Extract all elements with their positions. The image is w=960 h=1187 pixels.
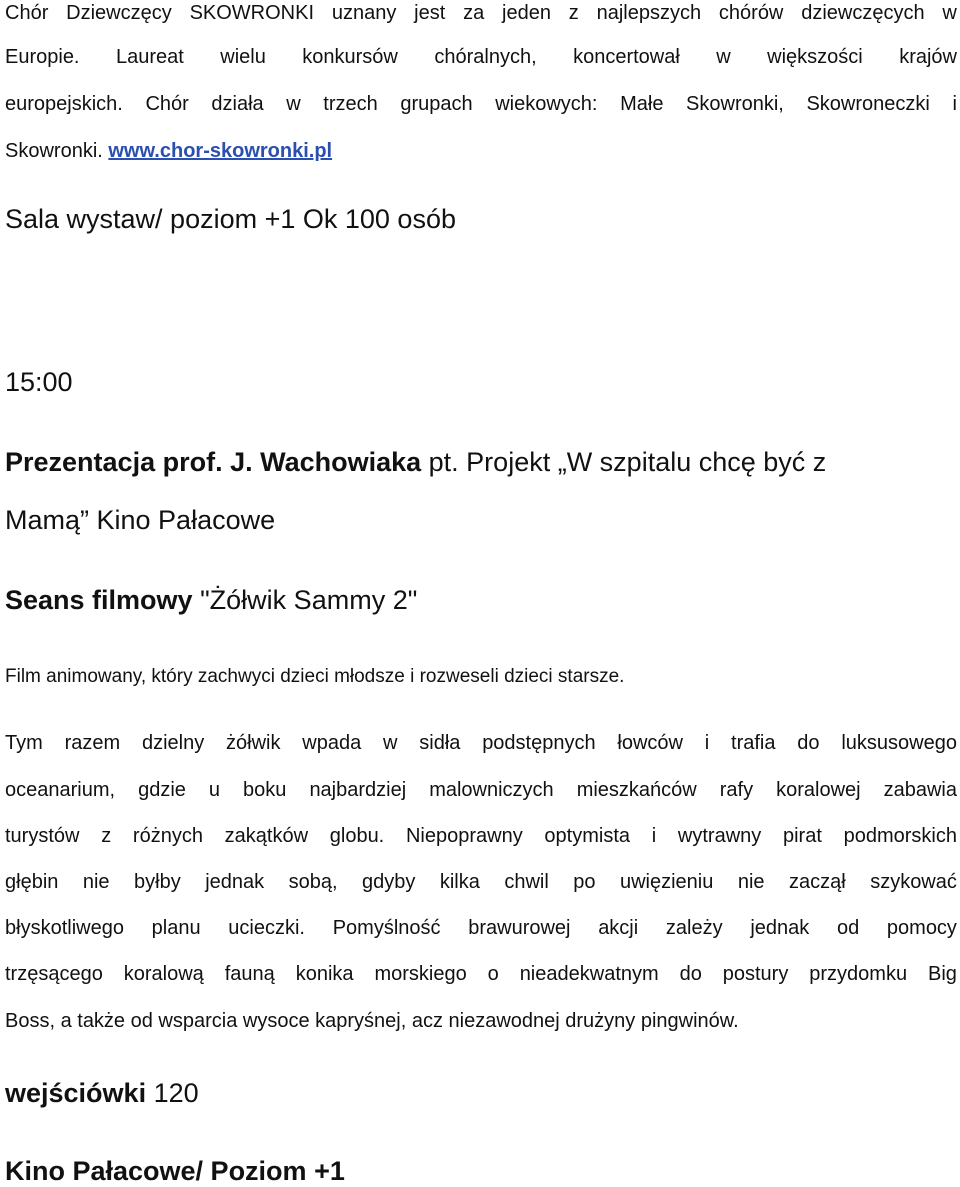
description-line-5: [5, 917, 957, 940]
word: mieszkańców: [576, 779, 697, 801]
word: koncertował: [573, 46, 680, 68]
word: przydomku: [809, 963, 908, 985]
word: i: [704, 732, 710, 754]
word: łowców: [617, 732, 683, 754]
word: uwięzieniu: [619, 871, 714, 893]
word: gdyby: [362, 871, 416, 893]
word: akcji: [598, 917, 639, 939]
tickets-count: 120: [153, 1078, 199, 1108]
word: pirat: [782, 825, 822, 847]
word: Chór: [5, 2, 49, 24]
word: Dziewczęcy: [66, 2, 172, 24]
word: chórów: [718, 2, 784, 24]
word: trzęsącego: [5, 963, 103, 985]
word: wielu: [220, 46, 266, 68]
word: fauną: [224, 963, 275, 985]
presentation-line-1: [5, 447, 826, 478]
word: dzielny: [141, 732, 205, 754]
word: byłby: [134, 871, 181, 893]
word: u: [208, 779, 221, 801]
word: różnych: [132, 825, 203, 847]
word: większości: [767, 46, 863, 68]
word: jest: [414, 2, 446, 24]
screening-heading: [5, 585, 417, 616]
description-line-1: [5, 732, 957, 755]
word: sobą,: [288, 871, 338, 893]
intro-line-3: [5, 93, 957, 116]
word: pomocy: [886, 917, 957, 939]
word: wiekowych:: [495, 93, 598, 115]
word: grupach: [400, 93, 473, 115]
word: do: [797, 732, 820, 754]
film-tagline: Film animowany, który zachwyci dzieci młodsze i rozweseli dzieci starsze.: [5, 666, 625, 687]
word: koralowej: [776, 779, 861, 801]
word: turystów: [5, 825, 80, 847]
word: nie: [82, 871, 110, 893]
word: morskiego: [374, 963, 467, 985]
word: brawurowej: [468, 917, 571, 939]
description-line-7: Boss, a także od wsparcia wysoce kapryśnej, acz niezawodnej drużyny pingwinów.: [5, 1010, 739, 1032]
word: SKOWRONKI: [189, 2, 315, 24]
word: zależy: [665, 917, 723, 939]
word: gdzie: [138, 779, 186, 801]
word: ucieczki.: [228, 917, 305, 939]
word: i: [651, 825, 657, 847]
word: boku: [243, 779, 287, 801]
presentation-project: pt. Projekt „W szpitalu chcę być z: [428, 447, 827, 477]
word: trzech: [323, 93, 378, 115]
word: za: [463, 2, 485, 24]
chor-website-link[interactable]: www.chor-skowronki.pl: [108, 140, 333, 162]
word: sidła: [419, 732, 461, 754]
word: Niepoprawny: [405, 825, 523, 847]
word: krajów: [899, 46, 957, 68]
venue-exhibition-hall: Sala wystaw/ poziom +1 Ok 100 osób: [5, 204, 456, 234]
event-time: 15:00: [5, 367, 73, 397]
word: z: [568, 2, 579, 24]
word: jeden: [502, 2, 551, 24]
word: błyskotliwego: [5, 917, 124, 939]
word: nieadekwatnym: [519, 963, 659, 985]
word: najbardziej: [309, 779, 407, 801]
word: oceanarium,: [5, 779, 116, 801]
word: Pomyślność: [332, 917, 441, 939]
screening-label: Seans filmowy: [5, 585, 193, 615]
word: uznany: [331, 2, 397, 24]
word: w: [942, 2, 957, 24]
word: w: [716, 46, 731, 68]
word: konika: [295, 963, 354, 985]
description-line-4: [5, 871, 957, 894]
word: jednak: [205, 871, 265, 893]
presentation-line-2: Mamą” Kino Pałacowe: [5, 505, 276, 535]
description-line-3: [5, 825, 957, 848]
word: zaczął: [789, 871, 846, 893]
word: zakątków: [224, 825, 309, 847]
screening-film-title: "Żółwik Sammy 2": [200, 585, 418, 615]
word: od: [836, 917, 860, 939]
word: do: [679, 963, 702, 985]
word: chóralnych,: [434, 46, 537, 68]
word: optymista: [544, 825, 631, 847]
word: chwil: [504, 871, 549, 893]
word: zabawia: [883, 779, 957, 801]
word: malowniczych: [429, 779, 554, 801]
word: jednak: [750, 917, 810, 939]
word: nie: [737, 871, 765, 893]
word: Chór: [145, 93, 189, 115]
word: Małe: [620, 93, 664, 115]
word: postury: [722, 963, 789, 985]
word: Skowronki,: [686, 93, 784, 115]
description-line-2: [5, 779, 957, 802]
word: Big: [928, 963, 957, 985]
word: szykować: [870, 871, 957, 893]
word: dziewczęcych: [801, 2, 925, 24]
intro-line-1: [5, 2, 957, 25]
word: w: [286, 93, 301, 115]
word: i: [952, 93, 957, 115]
word: konkursów: [302, 46, 398, 68]
word: koralową: [123, 963, 204, 985]
presentation-title: Prezentacja prof. J. Wachowiaka: [5, 447, 422, 477]
word: z: [101, 825, 112, 847]
word: o: [487, 963, 499, 985]
intro-line-2: [5, 46, 957, 69]
word: wpada: [302, 732, 362, 754]
description-line-6: [5, 963, 957, 986]
word: najlepszych: [596, 2, 702, 24]
word: luksusowego: [841, 732, 957, 754]
word: europejskich.: [5, 93, 123, 115]
word: głębin: [5, 871, 59, 893]
word: działa: [211, 93, 264, 115]
word: Laureat: [115, 46, 184, 68]
word: Skowroneczki: [806, 93, 930, 115]
word: w: [383, 732, 398, 754]
word: po: [573, 871, 596, 893]
word: rafy: [719, 779, 754, 801]
word: wytrawny: [677, 825, 762, 847]
word: żółwik: [226, 732, 281, 754]
venue-cinema: Kino Pałacowe/ Poziom +1: [5, 1156, 345, 1186]
word: Tym: [5, 732, 43, 754]
word: Europie.: [5, 46, 80, 68]
tickets-label: wejściówki: [5, 1078, 147, 1108]
word: kilka: [439, 871, 480, 893]
tickets-info: [5, 1078, 199, 1109]
intro-line-4-text: Skowronki.: [5, 140, 103, 162]
intro-line-4: [5, 140, 332, 163]
word: podstępnych: [482, 732, 596, 754]
word: planu: [151, 917, 201, 939]
word: trafia: [731, 732, 776, 754]
word: razem: [64, 732, 121, 754]
word: globu.: [329, 825, 385, 847]
word: podmorskich: [843, 825, 957, 847]
